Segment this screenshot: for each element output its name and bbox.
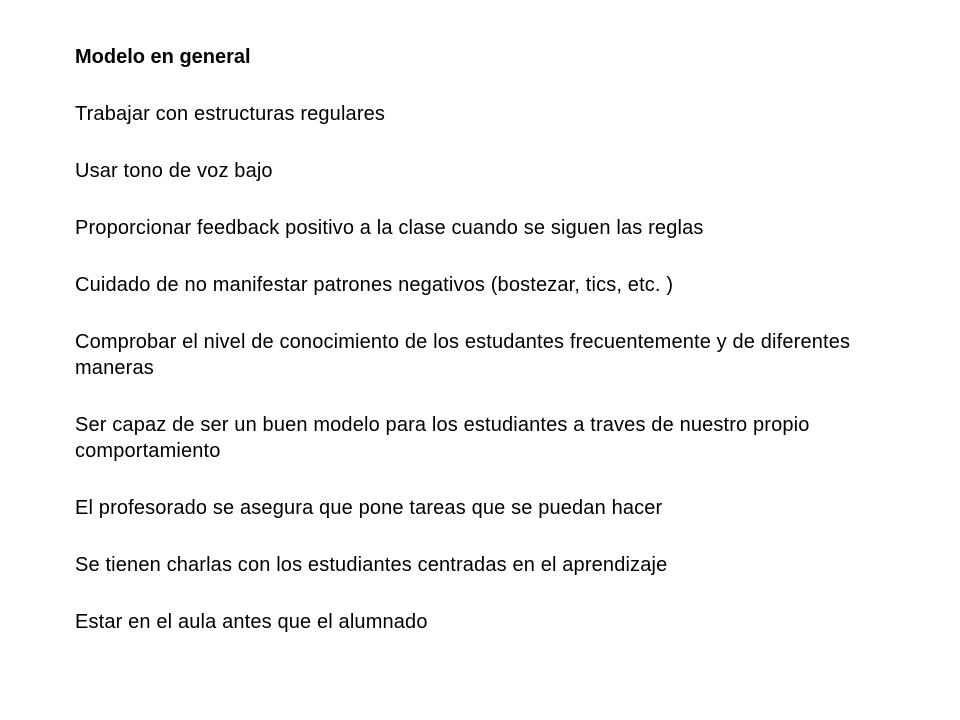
- list-item: Se tienen charlas con los estudiantes centradas en el aprendizaje: [75, 554, 668, 576]
- list-item: Proporcionar feedback positivo a la clase cuando se siguen las reglas: [75, 217, 704, 239]
- list-item: Ser capaz de ser un buen modelo para los estudiantes a traves de nuestro propio comportamiento: [75, 414, 810, 462]
- list-item: Estar en el aula antes que el alumnado: [75, 611, 428, 633]
- list-item: Trabajar con estructuras regulares: [75, 103, 386, 125]
- list-item: Cuidado de no manifestar patrones negativos (bostezar, tics, etc. ): [75, 274, 674, 296]
- list-item: El profesorado se asegura que pone tareas que se puedan hacer: [75, 497, 663, 519]
- slide-content: [75, 44, 895, 666]
- list-item: Usar tono de voz bajo: [75, 160, 273, 182]
- list-item: Comprobar el nivel de conocimiento de los estudantes frecuentemente y de diferentes maneras: [75, 331, 851, 379]
- slide-title: Modelo en general: [75, 46, 251, 68]
